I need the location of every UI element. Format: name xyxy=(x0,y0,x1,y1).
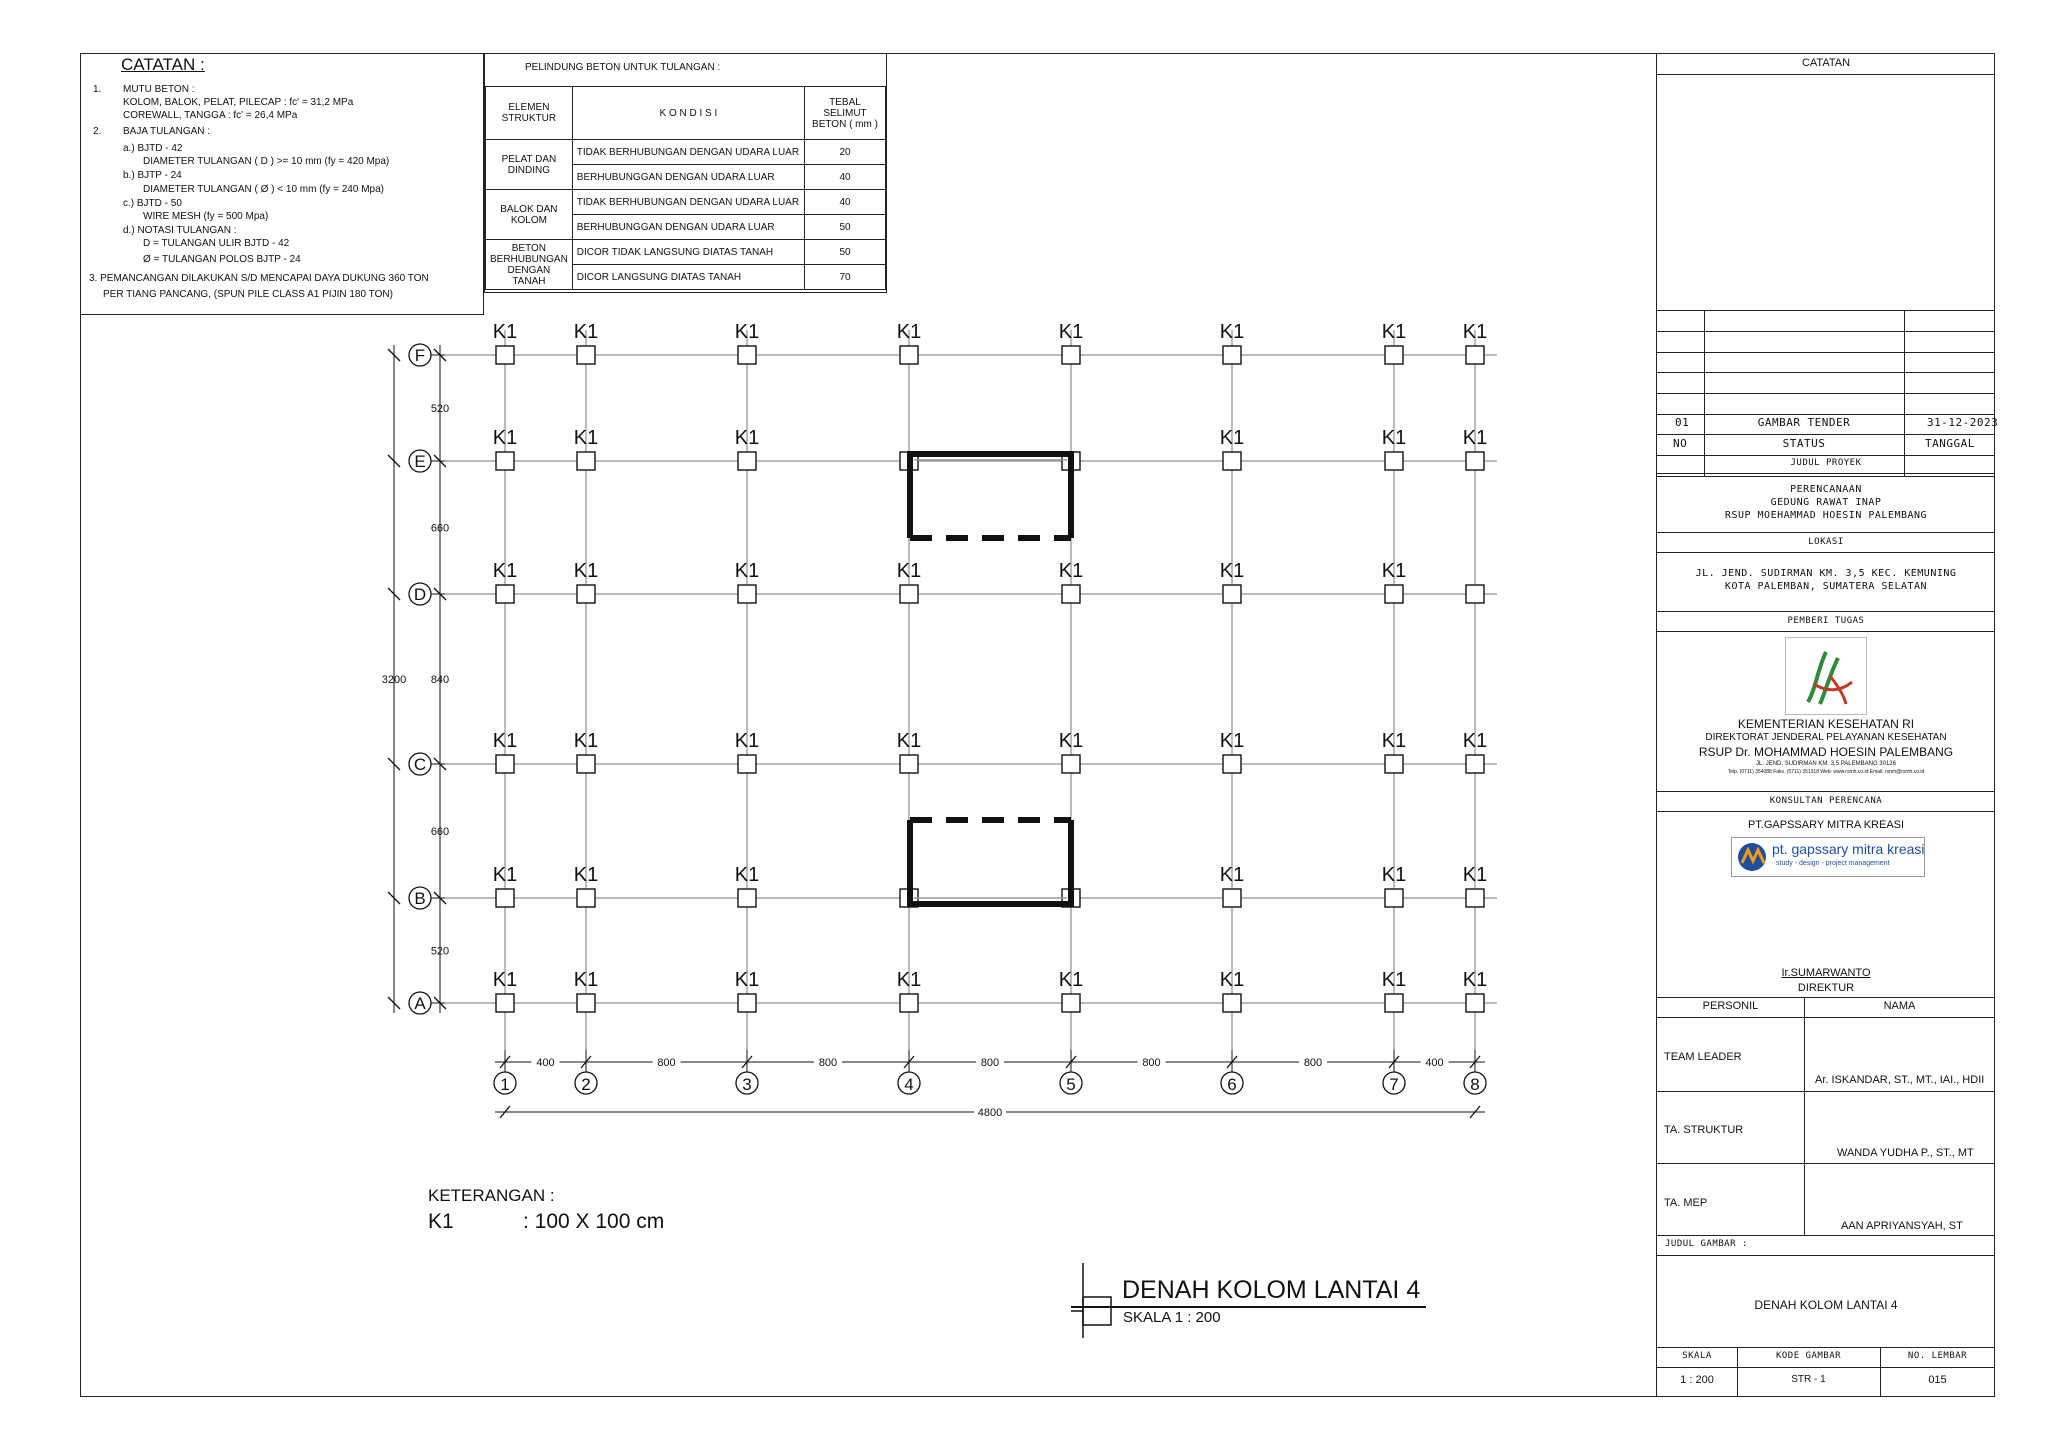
consultant-logo-tagline: study - design - project management xyxy=(1776,860,1890,867)
column-label: K1 xyxy=(1219,321,1245,343)
column-B8 xyxy=(1466,889,1484,907)
cell-tebal: 40 xyxy=(805,165,886,190)
column-label: K1 xyxy=(734,969,760,991)
legend-title: KETERANGAN : xyxy=(428,1186,555,1205)
column-E8 xyxy=(1466,452,1484,470)
cell-elemen: PELAT DAN DINDING xyxy=(486,140,573,190)
row-axis-label-B: B xyxy=(414,889,426,908)
column-label: K1 xyxy=(734,864,760,886)
column-label: K1 xyxy=(1219,969,1245,991)
column-label: K1 xyxy=(1381,427,1407,449)
col-header-tebal: TEBAL SELIMUT BETON ( mm ) xyxy=(805,87,886,140)
personnel-name: AAN APRIYANSYAH, ST xyxy=(1841,1220,1963,1232)
row-axis-label-D: D xyxy=(413,585,427,604)
column-D8 xyxy=(1466,585,1484,603)
pemberi-tugas-header: PEMBERI TUGAS xyxy=(1787,616,1865,626)
column-label: K1 xyxy=(1058,969,1084,991)
row-axis-label-E: E xyxy=(414,452,426,471)
column-label: K1 xyxy=(573,969,599,991)
column-A1 xyxy=(496,994,514,1012)
cell-kondisi: TIDAK BERHUBUNGAN DENGAN UDARA LUAR xyxy=(572,140,804,165)
personil-header: PERSONIL xyxy=(1702,1000,1759,1012)
column-A7 xyxy=(1385,994,1403,1012)
personnel-name: WANDA YUDHA P., ST., MT xyxy=(1837,1147,1974,1159)
pemberi-line: DIREKTORAT JENDERAL PELAYANAN KESEHATAN xyxy=(1705,732,1947,743)
direktur-title: DIREKTUR xyxy=(1797,982,1855,994)
col-axis-label-2: 2 xyxy=(581,1075,591,1094)
col-header-kondisi: K O N D I S I xyxy=(572,87,804,140)
column-C2 xyxy=(577,755,595,773)
column-label: K1 xyxy=(1058,730,1084,752)
cell-elemen: BALOK DAN KOLOM xyxy=(486,190,573,240)
column-F3 xyxy=(738,346,756,364)
legend-code: K1 xyxy=(428,1210,454,1233)
column-label: K1 xyxy=(734,321,760,343)
column-label: K1 xyxy=(492,321,518,343)
column-label: K1 xyxy=(573,321,599,343)
column-label: K1 xyxy=(1462,864,1488,886)
note-line: b.) BJTP - 24 xyxy=(123,170,182,181)
note-line: COREWALL, TANGGA : fc' = 26,4 MPa xyxy=(123,110,298,121)
row-spacing-dimension: 660 xyxy=(430,522,450,535)
column-F4 xyxy=(900,346,918,364)
lokasi-header: LOKASI xyxy=(1808,537,1844,547)
column-label: K1 xyxy=(1219,560,1245,582)
personnel-role: TA. STRUKTUR xyxy=(1664,1124,1744,1136)
column-label: K1 xyxy=(1219,864,1245,886)
note-number: 2. xyxy=(93,126,102,137)
cell-kondisi: DICOR TIDAK LANGSUNG DIATAS TANAH xyxy=(572,240,804,265)
column-A3 xyxy=(738,994,756,1012)
judul-gambar-header: JUDUL GAMBAR : xyxy=(1665,1239,1748,1249)
column-label: K1 xyxy=(1462,969,1488,991)
column-label: K1 xyxy=(1381,969,1407,991)
column-A2 xyxy=(577,994,595,1012)
pemberi-line: KEMENTERIAN KESEHATAN RI xyxy=(1737,717,1915,731)
header-no: NO xyxy=(1673,437,1688,450)
catatan-header: CATATAN xyxy=(1801,57,1851,69)
column-A5 xyxy=(1062,994,1080,1012)
judul-proyek-header: JUDUL PROYEK xyxy=(1790,458,1862,468)
note-number: 1. xyxy=(93,84,102,95)
column-C5 xyxy=(1062,755,1080,773)
col-axis-label-1: 1 xyxy=(500,1075,510,1094)
cell-kondisi: BERHUBUNGGAN DENGAN UDARA LUAR xyxy=(572,165,804,190)
note-line: MUTU BETON : xyxy=(123,84,195,95)
column-C3 xyxy=(738,755,756,773)
column-label: K1 xyxy=(1219,427,1245,449)
legend-desc: : 100 X 100 cm xyxy=(523,1210,665,1233)
direktur-name: Ir.SUMARWANTO xyxy=(1781,967,1871,979)
structural-grid xyxy=(382,321,1497,1119)
column-B2 xyxy=(577,889,595,907)
konsultan-name: PT.GAPSSARY MITRA KREASI xyxy=(1747,819,1905,831)
column-C6 xyxy=(1223,755,1241,773)
column-C1 xyxy=(496,755,514,773)
project-line: RSUP MOEHAMMAD HOESIN PALEMBANG xyxy=(1724,510,1928,521)
column-label: K1 xyxy=(896,969,922,991)
note-line: c.) BJTD - 50 xyxy=(123,198,182,209)
col-spacing-dimension: 800 xyxy=(980,1057,1000,1069)
column-A4 xyxy=(900,994,918,1012)
column-C8 xyxy=(1466,755,1484,773)
column-label: K1 xyxy=(1381,864,1407,886)
col-spacing-dimension: 800 xyxy=(657,1057,676,1069)
note-line: D = TULANGAN ULIR BJTD - 42 xyxy=(143,238,290,249)
row-axis-label-F: F xyxy=(414,346,426,365)
col-spacing-dimension: 400 xyxy=(1425,1057,1444,1069)
column-F5 xyxy=(1062,346,1080,364)
row-spacing-dimension: 520 xyxy=(430,403,450,415)
note-line: DIAMETER TULANGAN ( D ) >= 10 mm (fy = 420 Mpa) xyxy=(143,156,390,167)
column-label: K1 xyxy=(492,560,518,582)
col-spacing-dimension: 400 xyxy=(536,1057,555,1069)
title-block xyxy=(1656,53,1999,1397)
note-line: 3. PEMANCANGAN DILAKUKAN S/D MENCAPAI DAYA DUKUNG 360 TON xyxy=(89,273,429,284)
column-label: K1 xyxy=(573,730,599,752)
personnel-role: TA. MEP xyxy=(1664,1197,1708,1209)
col-axis-label-8: 8 xyxy=(1470,1075,1480,1094)
column-label: K1 xyxy=(492,730,518,752)
column-D3 xyxy=(738,585,756,603)
column-D5 xyxy=(1062,585,1080,603)
cell-kondisi: BERHUBUNGGAN DENGAN UDARA LUAR xyxy=(572,215,804,240)
column-D1 xyxy=(496,585,514,603)
note-line: KOLOM, BALOK, PELAT, PILECAP : fc' = 31,2 MPa xyxy=(123,97,354,108)
column-label: K1 xyxy=(492,427,518,449)
column-E6 xyxy=(1223,452,1241,470)
col-spacing-dimension: 800 xyxy=(1142,1057,1161,1069)
column-B6 xyxy=(1223,889,1241,907)
column-label: K1 xyxy=(1058,321,1084,343)
personnel-role: TEAM LEADER xyxy=(1664,1051,1742,1063)
cell-elemen: BETON BERHUBUNGAN DENGAN TANAH xyxy=(486,240,573,290)
konsultan-header: KONSULTAN PERENCANA xyxy=(1769,796,1883,806)
column-F7 xyxy=(1385,346,1403,364)
row-axis-label-C: C xyxy=(413,755,427,774)
column-label: K1 xyxy=(734,730,760,752)
column-B7 xyxy=(1385,889,1403,907)
column-E3 xyxy=(738,452,756,470)
column-F6 xyxy=(1223,346,1241,364)
no-lembar-header: NO. LEMBAR xyxy=(1907,1351,1968,1361)
column-label: K1 xyxy=(734,560,760,582)
project-line: PERENCANAAN xyxy=(1790,484,1862,495)
revision-status: GAMBAR TENDER xyxy=(1757,416,1851,429)
column-C4 xyxy=(900,755,918,773)
column-label: K1 xyxy=(573,864,599,886)
lokasi-line: KOTA PALEMBAN, SUMATERA SELATAN xyxy=(1724,581,1928,592)
cell-tebal: 40 xyxy=(805,190,886,215)
kemenkes-logo xyxy=(1785,637,1867,715)
core-wall-lower xyxy=(910,820,1071,904)
note-line: BAJA TULANGAN : xyxy=(123,126,211,137)
column-label: K1 xyxy=(896,321,922,343)
skala-value: 1 : 200 xyxy=(1680,1374,1714,1386)
kode-gambar-value: STR - 1 xyxy=(1791,1374,1826,1385)
column-label: K1 xyxy=(1058,560,1084,582)
column-label: K1 xyxy=(492,969,518,991)
total-width-dimension: 4800 xyxy=(977,1107,1003,1119)
cell-tebal: 70 xyxy=(805,265,886,290)
cell-tebal: 50 xyxy=(805,215,886,240)
column-label: K1 xyxy=(734,427,760,449)
column-A6 xyxy=(1223,994,1241,1012)
total-height-dimension: 3200 xyxy=(381,674,407,686)
column-E2 xyxy=(577,452,595,470)
pemberi-line: RSUP Dr. MOHAMMAD HOESIN PALEMBANG xyxy=(1698,745,1954,759)
project-line: GEDUNG RAWAT INAP xyxy=(1770,497,1882,508)
column-label: K1 xyxy=(1381,730,1407,752)
column-label: K1 xyxy=(1462,427,1488,449)
pemberi-line: Telp. (0711) 354088 Faks. (0711) 351318 Web: www.rsmh.co.id Email: rsmh@rsmh.co.id xyxy=(1727,769,1925,775)
note-line: Ø = TULANGAN POLOS BJTP - 24 xyxy=(143,254,301,265)
col-axis-label-7: 7 xyxy=(1389,1075,1399,1094)
column-label: K1 xyxy=(896,730,922,752)
column-label: K1 xyxy=(1462,321,1488,343)
cell-tebal: 50 xyxy=(805,240,886,265)
judul-gambar: DENAH KOLOM LANTAI 4 xyxy=(1754,1298,1898,1312)
consultant-logo-text: pt. gapssary mitra kreasi xyxy=(1772,841,1925,857)
column-label: K1 xyxy=(573,560,599,582)
lokasi-line: JL. JEND. SUDIRMAN KM. 3,5 KEC. KEMUNING xyxy=(1695,568,1957,579)
col-axis-label-4: 4 xyxy=(904,1075,914,1094)
kode-gambar-header: KODE GAMBAR xyxy=(1775,1351,1842,1361)
col-axis-label-5: 5 xyxy=(1066,1075,1076,1094)
column-label: K1 xyxy=(1219,730,1245,752)
drawing-scale: SKALA 1 : 200 xyxy=(1123,1309,1221,1326)
column-A8 xyxy=(1466,994,1484,1012)
col-header-elemen: ELEMEN STRUKTUR xyxy=(486,87,573,140)
notes-title: CATATAN : xyxy=(121,55,205,74)
col-axis-label-3: 3 xyxy=(742,1075,752,1094)
nama-header: NAMA xyxy=(1883,1000,1916,1012)
row-spacing-dimension: 840 xyxy=(430,674,450,686)
consultant-logo xyxy=(1731,837,1925,877)
column-D4 xyxy=(900,585,918,603)
row-spacing-dimension: 660 xyxy=(430,826,450,838)
revision-number: 01 xyxy=(1675,416,1690,429)
note-line: WIRE MESH (fy = 500 Mpa) xyxy=(143,211,269,222)
note-line: DIAMETER TULANGAN ( Ø ) < 10 mm (fy = 240 Mpa) xyxy=(143,184,384,195)
column-label: K1 xyxy=(896,560,922,582)
cell-kondisi: DICOR LANGSUNG DIATAS TANAH xyxy=(572,265,804,290)
column-E7 xyxy=(1385,452,1403,470)
col-spacing-dimension: 800 xyxy=(1303,1057,1323,1069)
header-status: STATUS xyxy=(1782,437,1826,450)
revision-date: 31-12-2023 xyxy=(1927,416,1999,429)
column-C7 xyxy=(1385,755,1403,773)
column-label: K1 xyxy=(1381,560,1407,582)
pemberi-line: JL. JEND. SUDIRMAN KM. 3,5 PALEMBANG 30126 xyxy=(1756,761,1896,767)
note-line: a.) BJTD - 42 xyxy=(123,143,183,154)
column-label: K1 xyxy=(573,427,599,449)
column-D2 xyxy=(577,585,595,603)
column-D6 xyxy=(1223,585,1241,603)
cover-table-heading: PELINDUNG BETON UNTUK TULANGAN : xyxy=(525,62,721,73)
personnel-name: Ar. ISKANDAR, ST., MT., IAI., HDII xyxy=(1815,1074,1985,1086)
column-B1 xyxy=(496,889,514,907)
no-lembar-value: 015 xyxy=(1928,1374,1947,1386)
row-axis-label-A: A xyxy=(414,994,426,1013)
cell-kondisi: TIDAK BERHUBUNGAN DENGAN UDARA LUAR xyxy=(572,190,804,215)
column-E1 xyxy=(496,452,514,470)
header-tanggal: TANGGAL xyxy=(1925,437,1975,450)
drawing-title: DENAH KOLOM LANTAI 4 xyxy=(1122,1276,1421,1304)
column-F8 xyxy=(1466,346,1484,364)
core-wall-upper xyxy=(910,454,1071,538)
column-label: K1 xyxy=(1381,321,1407,343)
cell-tebal: 20 xyxy=(805,140,886,165)
skala-header: SKALA xyxy=(1682,1351,1712,1361)
col-spacing-dimension: 800 xyxy=(818,1057,838,1069)
column-label: K1 xyxy=(1462,730,1488,752)
column-D7 xyxy=(1385,585,1403,603)
row-spacing-dimension: 520 xyxy=(430,945,450,958)
column-B3 xyxy=(738,889,756,907)
col-axis-label-6: 6 xyxy=(1227,1075,1237,1094)
note-line: PER TIANG PANCANG, (SPUN PILE CLASS A1 PIJIN 180 TON) xyxy=(103,289,393,300)
column-label: K1 xyxy=(492,864,518,886)
column-F1 xyxy=(496,346,514,364)
column-F2 xyxy=(577,346,595,364)
note-line: d.) NOTASI TULANGAN : xyxy=(123,225,237,236)
